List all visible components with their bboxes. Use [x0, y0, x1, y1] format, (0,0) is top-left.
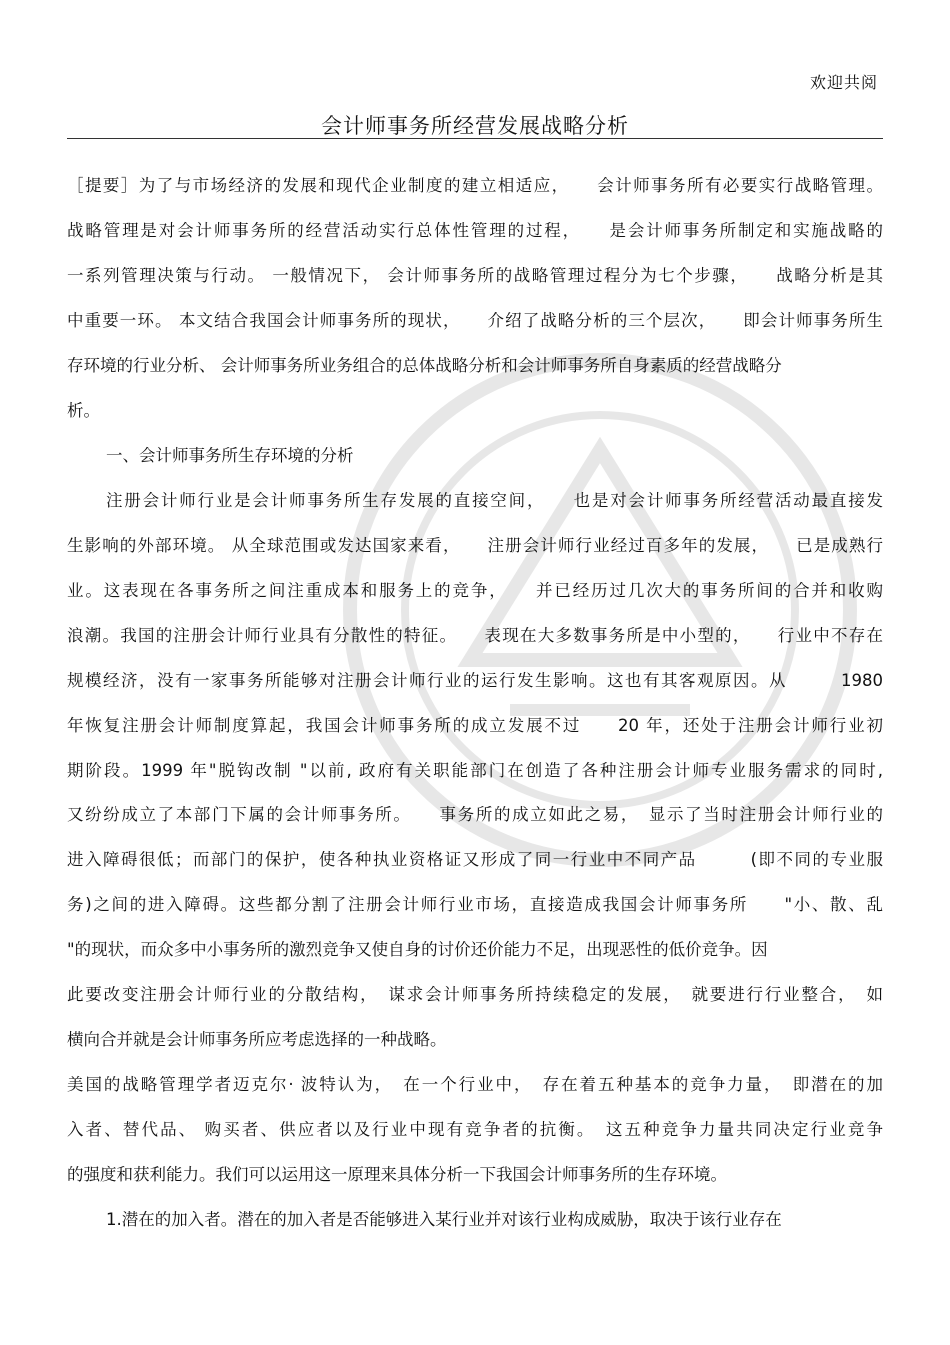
header-welcome-text: 欢迎共阅 [809, 73, 878, 92]
title-divider [67, 138, 883, 139]
document-title: 会计师事务所经营发展战略分析 [321, 114, 629, 138]
body-line: 浪潮。我国的注册会计师行业具有分散性的特征。 表现在大多数事务所是中小型的， 行业中不存在 [67, 626, 883, 645]
body-line: 又纷纷成立了本部门下属的会计师事务所。 事务所的成立如此之易， 显示了当时注册会计师行业的 [67, 805, 883, 824]
body-line: "的现状，而众多中小事务所的激烈竞争又使自身的讨价还价能力不足，出现恶性的低价竞争。因 [67, 940, 768, 959]
body-line: 务)之间的进入障碍。这些都分割了注册会计师行业市场，直接造成我国会计师事务所 "小、散、乱 [67, 895, 883, 914]
body-line: 进入障碍很低；而部门的保护，使各种执业资格证又形成了同一行业中不同产品 (即不同的专业服 [67, 850, 883, 869]
body-line: 期阶段。1999 年"脱钩改制 "以前, 政府有关职能部门在创造了各种注册会计师专业服务需求的同时, [67, 761, 883, 780]
body-line: 注册会计师行业是会计师事务所生存发展的直接空间， 也是对会计师事务所经营活动最直接发 [106, 491, 883, 510]
body-line: 的强度和获利能力。我们可以运用这一原理来具体分析一下我国会计师事务所的生存环境。 [67, 1165, 727, 1184]
body-line: 1.潜在的加入者。潜在的加入者是否能够进入某行业并对该行业构成威胁，取决于该行业存在 [106, 1210, 782, 1229]
body-line: 年恢复注册会计师制度算起，我国会计师事务所的成立发展不过 20 年，还处于注册会计师行业初 [67, 716, 883, 735]
abstract-line: 战略管理是对会计师事务所的经营活动实行总体性管理的过程， 是会计师事务所制定和实施战略的 [67, 221, 883, 240]
body-line: 规模经济，没有一家事务所能够对注册会计师行业的运行发生影响。这也有其客观原因。从 1980 [67, 671, 883, 690]
abstract-line: 中重要一环。 本文结合我国会计师事务所的现状， 介绍了战略分析的三个层次， 即会计师事务所生 [67, 311, 883, 330]
body-line: 生影响的外部环境。 从全球范围或发达国家来看， 注册会计师行业经过百多年的发展， 已是成熟行 [67, 536, 883, 555]
body-line: 入者、替代品、 购买者、供应者以及行业中现有竞争者的抗衡。 这五种竞争力量共同决定行业竞争 [67, 1120, 883, 1139]
abstract-line: 析。 [67, 401, 100, 420]
body-line: 业。这表现在各事务所之间注重成本和服务上的竞争， 并已经历过几次大的事务所间的合并和收购 [67, 581, 883, 600]
section-heading: 一、会计师事务所生存环境的分析 [106, 446, 354, 465]
abstract-line: 存环境的行业分析、 会计师事务所业务组合的总体战略分析和会计师事务所自身素质的经营战略分 [67, 356, 782, 375]
body-line: 此要改变注册会计师行业的分散结构， 谋求会计师事务所持续稳定的发展， 就要进行行业整合， 如 [67, 985, 883, 1004]
body-line: 美国的战略管理学者迈克尔· 波特认为， 在一个行业中， 存在着五种基本的竞争力量， 即潜在的加 [67, 1075, 883, 1094]
abstract-line: 一系列管理决策与行动。 一般情况下， 会计师事务所的战略管理过程分为七个步骤， 战略分析是其 [67, 266, 883, 285]
abstract-line: ［提要］为了与市场经济的发展和现代企业制度的建立相适应， 会计师事务所有必要实行战略管理。 [67, 176, 883, 195]
body-line: 横向合并就是会计师事务所应考虑选择的一种战略。 [67, 1030, 447, 1049]
